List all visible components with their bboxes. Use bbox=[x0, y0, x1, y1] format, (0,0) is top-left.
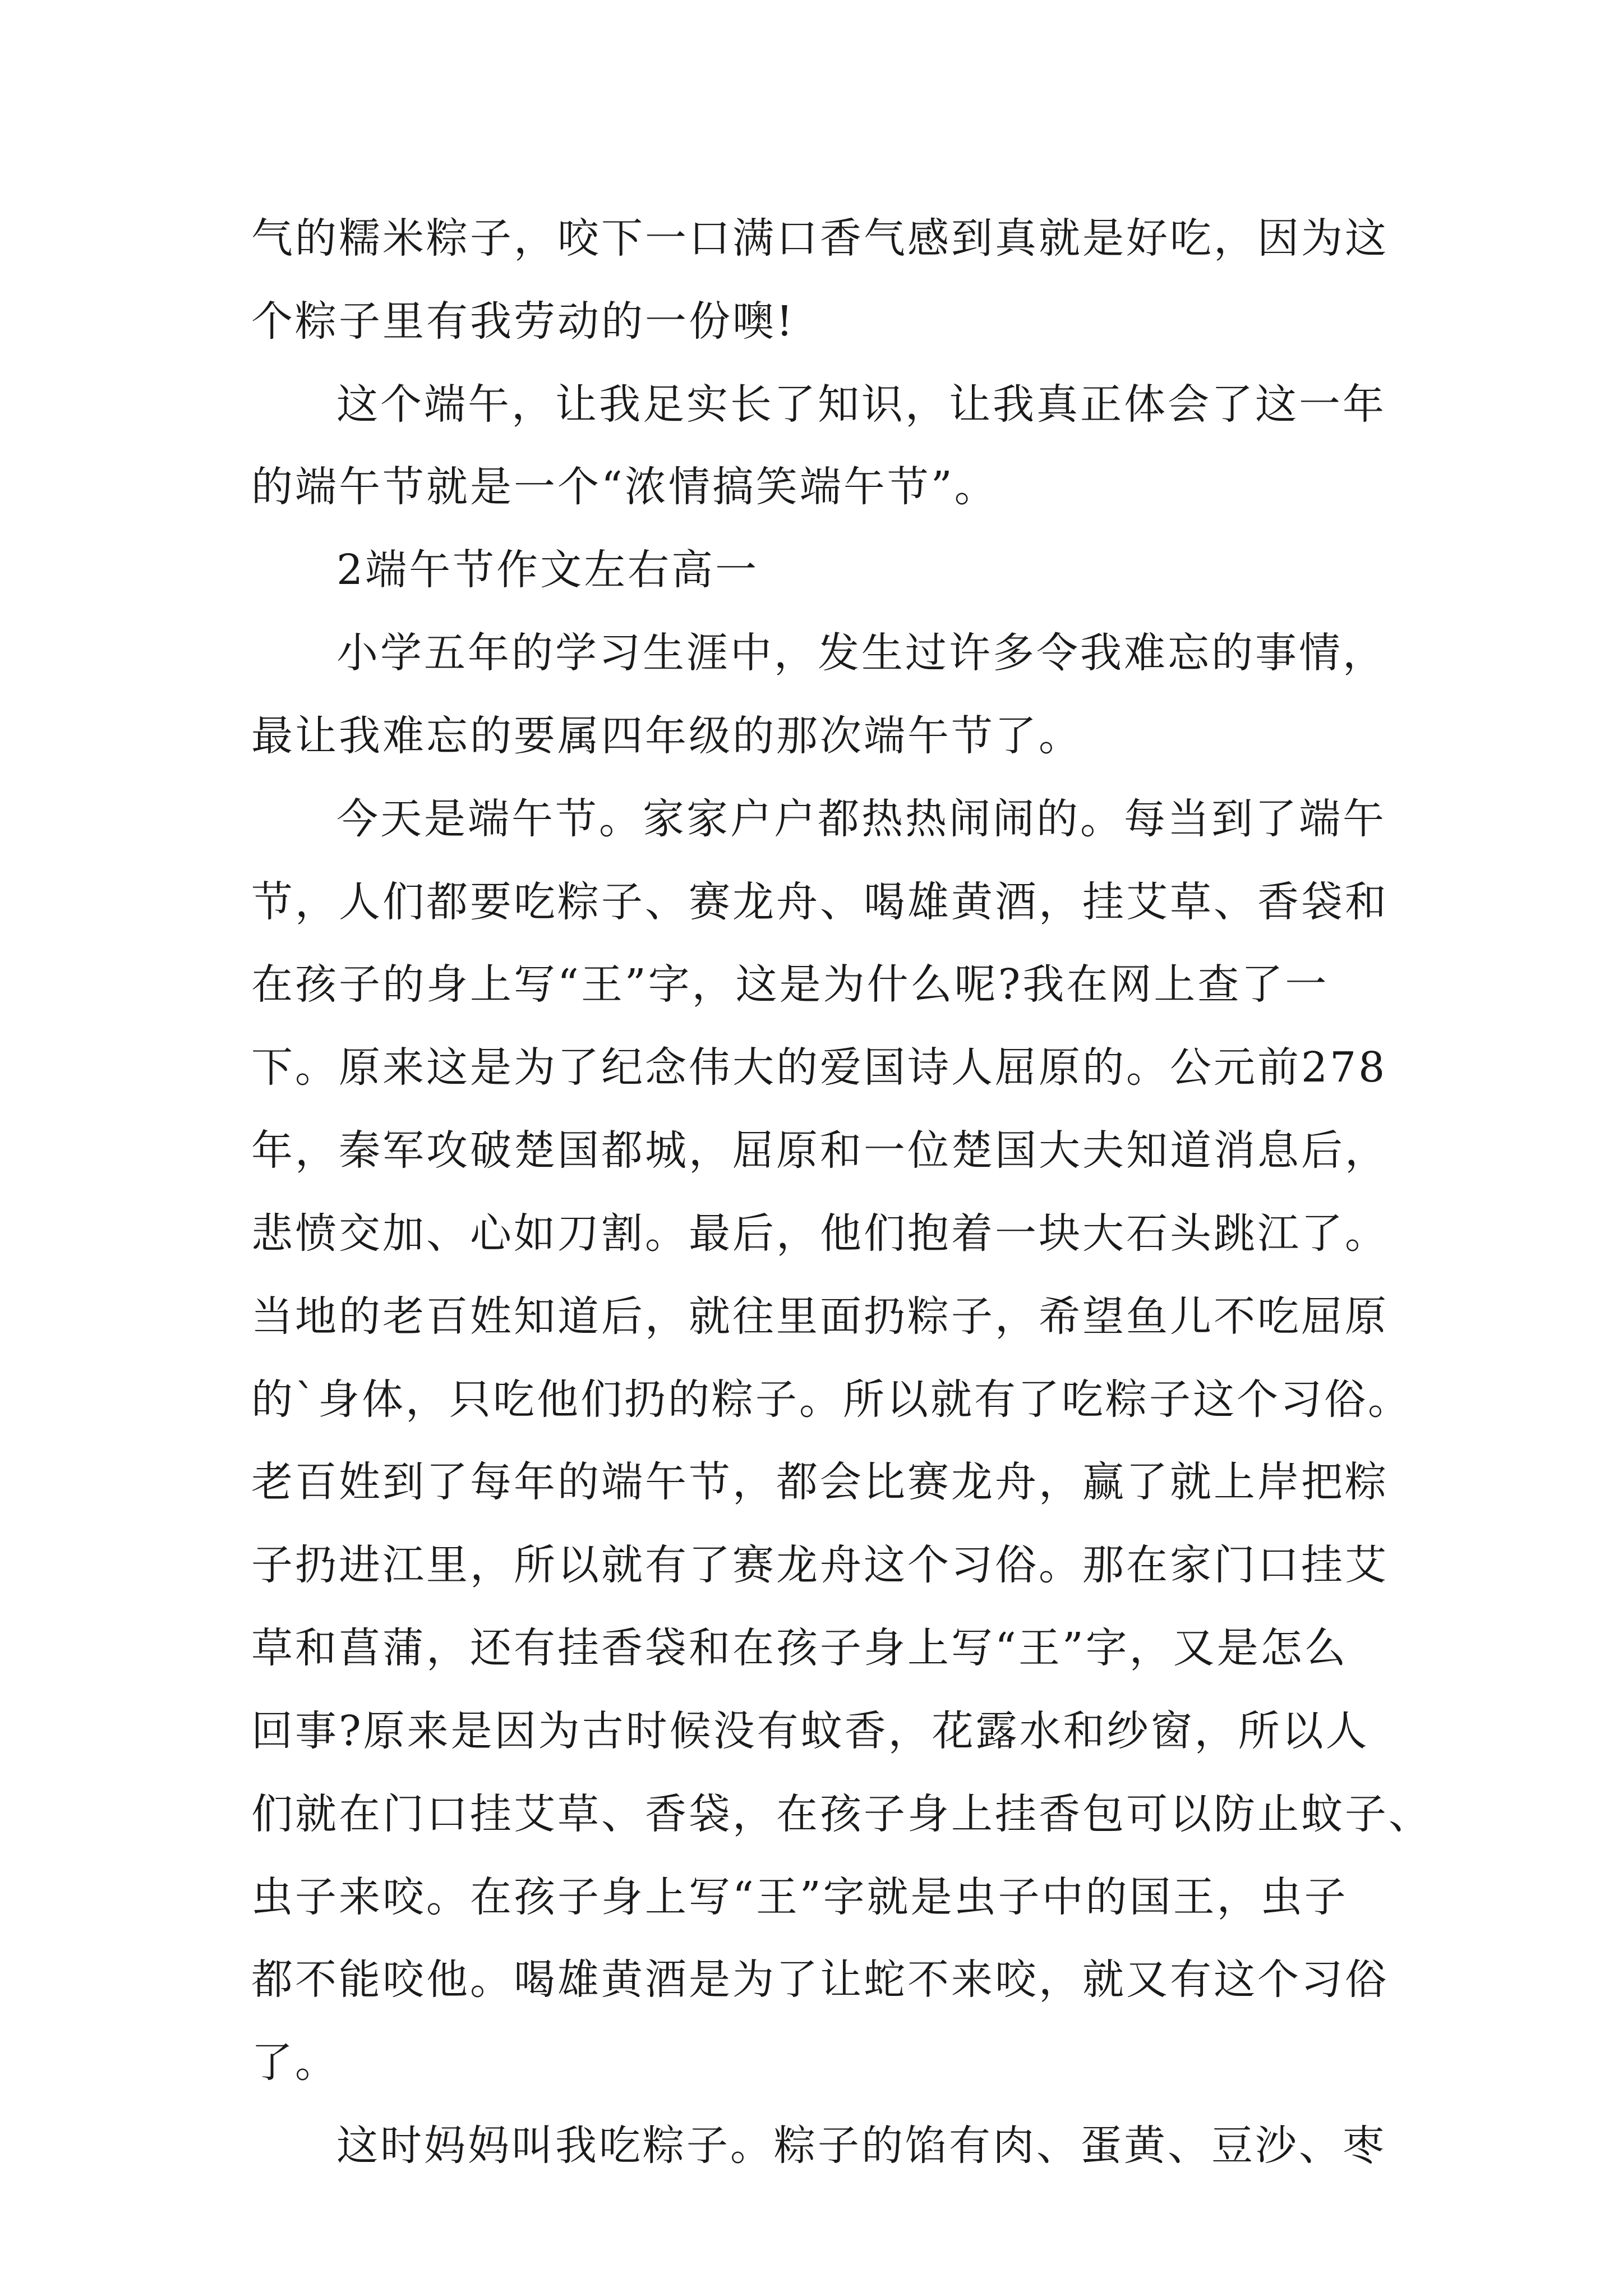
text-line: 悲愤交加、心如刀割。最后，他们抱着一块大石头跳江了。 bbox=[251, 1209, 1389, 1258]
text-line: 了。 bbox=[251, 2039, 339, 2087]
section-heading: 2端午节作文左右高一 bbox=[336, 546, 759, 594]
text-line: 年，秦军攻破楚国都城，屈原和一位楚国大夫知道消息后， bbox=[251, 1126, 1389, 1175]
text-line: 们就在门口挂艾草、香袋，在孩子身上挂香包可以防止蚊子、 bbox=[251, 1790, 1432, 1838]
text-line: 草和菖蒲，还有挂香袋和在孩子身上写“王”字，又是怎么 bbox=[251, 1624, 1348, 1672]
text-line: 虫子来咬。在孩子身上写“王”字就是虫子中的国王，虫子 bbox=[251, 1873, 1348, 1921]
text-line: 下。原来这是为了纪念伟大的爱国诗人屈原的。公元前278 bbox=[251, 1043, 1387, 1092]
text-line: 这个端午，让我足实长了知识，让我真正体会了这一年 bbox=[336, 380, 1386, 429]
text-line: 子扔进江里，所以就有了赛龙舟这个习俗。那在家门口挂艾 bbox=[251, 1541, 1389, 1589]
text-line: 老百姓到了每年的端午节，都会比赛龙舟，赢了就上岸把粽 bbox=[251, 1458, 1389, 1506]
text-line: 当地的老百姓知道后，就往里面扔粽子，希望鱼儿不吃屈原 bbox=[251, 1292, 1389, 1341]
text-line: 今天是端午节。家家户户都热热闹闹的。每当到了端午 bbox=[336, 795, 1386, 843]
text-line: 都不能咬他。喝雄黄酒是为了让蛇不来咬，就又有这个习俗 bbox=[251, 1955, 1389, 2004]
text-line: 这时妈妈叫我吃粽子。粽子的馅有肉、蛋黄、豆沙、枣 bbox=[336, 2122, 1386, 2170]
text-line: 气的糯米粽子，咬下一口满口香气感到真就是好吃，因为这 bbox=[251, 214, 1389, 263]
text-line: 小学五年的学习生涯中，发生过许多令我难忘的事情， bbox=[336, 629, 1386, 677]
text-line: 的`身体，只吃他们扔的粽子。所以就有了吃粽子这个习俗。 bbox=[251, 1375, 1412, 1424]
text-line: 最让我难忘的要属四年级的那次端午节了。 bbox=[251, 712, 1082, 760]
text-line: 节，人们都要吃粽子、赛龙舟、喝雄黄酒，挂艾草、香袋和 bbox=[251, 878, 1389, 926]
text-line: 在孩子的身上写“王”字，这是为什么呢?我在网上查了一 bbox=[251, 960, 1329, 1009]
text-line: 回事?原来是因为古时候没有蚊香，花露水和纱窗，所以人 bbox=[251, 1707, 1370, 1755]
text-line: 个粽子里有我劳动的一份噢! bbox=[251, 297, 795, 346]
text-line: 的端午节就是一个“浓情搞笑端午节”。 bbox=[251, 463, 998, 511]
